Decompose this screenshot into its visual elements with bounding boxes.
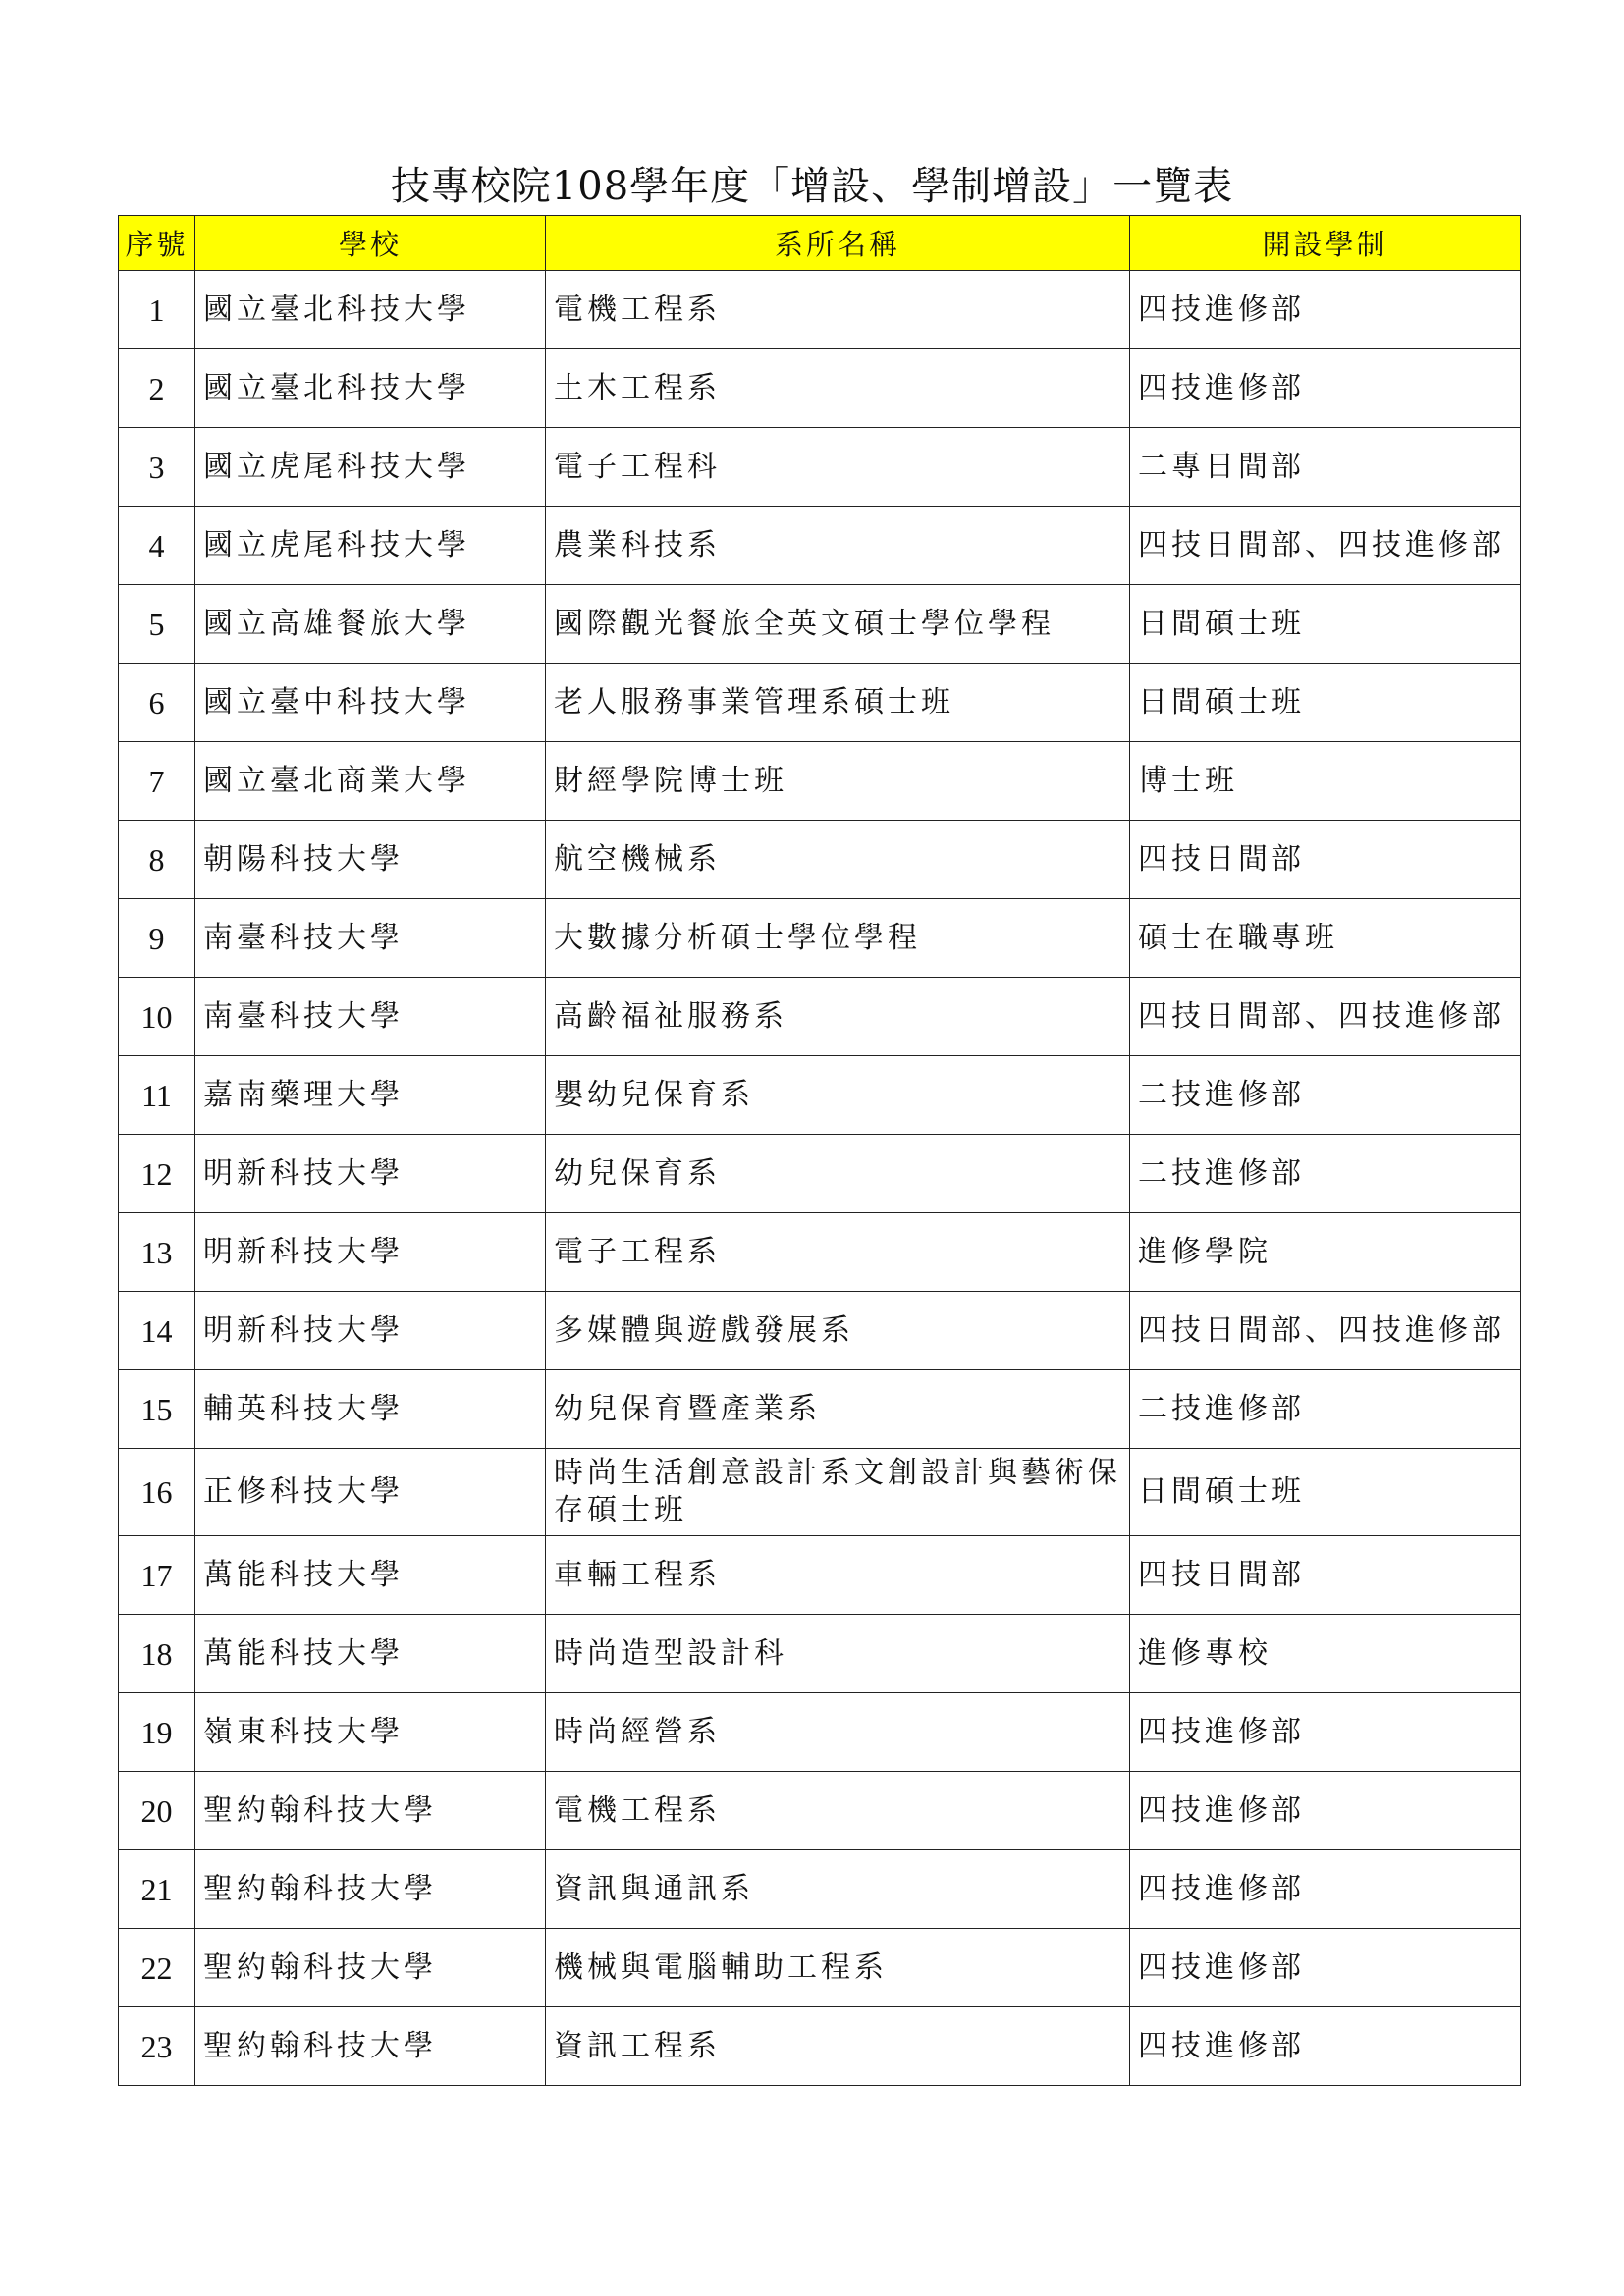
cell-program-type: 進修專校 [1130,1615,1521,1693]
table-row [119,899,1521,978]
cell-department: 資訊工程系 [546,2007,1130,2086]
cell-serial: 6 [119,664,195,742]
cell-department: 電機工程系 [546,1772,1130,1850]
cell-school: 南臺科技大學 [195,899,546,978]
cell-program-type: 四技進修部 [1130,1772,1521,1850]
header-row [119,216,1521,271]
cell-program-type: 四技進修部 [1130,1850,1521,1929]
cell-serial: 9 [119,899,195,978]
table-row [119,1292,1521,1370]
cell-department: 機械與電腦輔助工程系 [546,1929,1130,2007]
cell-serial: 3 [119,428,195,507]
header-serial: 序號 [119,216,195,271]
page-title: 技專校院108學年度「增設、學制增設」一覽表 [390,164,1234,209]
cell-serial: 12 [119,1135,195,1213]
cell-school: 聖約翰科技大學 [195,1929,546,2007]
cell-serial: 4 [119,507,195,585]
cell-serial: 8 [119,821,195,899]
cell-school: 萬能科技大學 [195,1615,546,1693]
table-body [119,271,1521,2086]
cell-program-type: 四技日間部、四技進修部 [1130,978,1521,1056]
cell-department: 高齡福祉服務系 [546,978,1130,1056]
cell-department: 電子工程系 [546,1213,1130,1292]
cell-department: 嬰幼兒保育系 [546,1056,1130,1135]
cell-department: 農業科技系 [546,507,1130,585]
table-row [119,1056,1521,1135]
cell-program-type: 四技日間部、四技進修部 [1130,507,1521,585]
cell-program-type: 四技日間部 [1130,821,1521,899]
cell-program-type: 日間碩士班 [1130,1449,1521,1536]
cell-school: 聖約翰科技大學 [195,1772,546,1850]
cell-school: 聖約翰科技大學 [195,1850,546,1929]
table-row [119,1135,1521,1213]
cell-program-type: 博士班 [1130,742,1521,821]
cell-program-type: 日間碩士班 [1130,585,1521,664]
cell-program-type: 四技日間部 [1130,1536,1521,1615]
cell-school: 國立臺中科技大學 [195,664,546,742]
cell-department: 車輛工程系 [546,1536,1130,1615]
cell-department: 多媒體與遊戲發展系 [546,1292,1130,1370]
table-row [119,664,1521,742]
table-row [119,2007,1521,2086]
cell-department: 航空機械系 [546,821,1130,899]
cell-department: 時尚造型設計科 [546,1615,1130,1693]
cell-program-type: 二技進修部 [1130,1135,1521,1213]
cell-program-type: 四技進修部 [1130,1693,1521,1772]
cell-program-type: 二專日間部 [1130,428,1521,507]
cell-department: 資訊與通訊系 [546,1850,1130,1929]
cell-school: 明新科技大學 [195,1213,546,1292]
cell-program-type: 碩士在職專班 [1130,899,1521,978]
table-row [119,428,1521,507]
table-row [119,1449,1521,1536]
cell-school: 明新科技大學 [195,1292,546,1370]
cell-school: 國立虎尾科技大學 [195,428,546,507]
cell-school: 嶺東科技大學 [195,1693,546,1772]
cell-serial: 15 [119,1370,195,1449]
table-row [119,1370,1521,1449]
cell-school: 朝陽科技大學 [195,821,546,899]
cell-serial: 14 [119,1292,195,1370]
cell-serial: 19 [119,1693,195,1772]
cell-department: 老人服務事業管理系碩士班 [546,664,1130,742]
table-row [119,742,1521,821]
cell-program-type: 進修學院 [1130,1213,1521,1292]
header-department: 系所名稱 [546,216,1130,271]
cell-department: 財經學院博士班 [546,742,1130,821]
cell-program-type: 四技進修部 [1130,2007,1521,2086]
table-row [119,1615,1521,1693]
header-school: 學校 [195,216,546,271]
table-row [119,1929,1521,2007]
table-row [119,349,1521,428]
cell-serial: 1 [119,271,195,349]
cell-program-type: 四技進修部 [1130,271,1521,349]
cell-serial: 7 [119,742,195,821]
cell-department: 土木工程系 [546,349,1130,428]
cell-serial: 21 [119,1850,195,1929]
cell-serial: 10 [119,978,195,1056]
cell-serial: 2 [119,349,195,428]
cell-serial: 5 [119,585,195,664]
cell-school: 正修科技大學 [195,1449,546,1536]
cell-department: 電機工程系 [546,271,1130,349]
table-row [119,1213,1521,1292]
cell-school: 國立虎尾科技大學 [195,507,546,585]
table-row [119,1772,1521,1850]
table-row [119,821,1521,899]
header-program-type: 開設學制 [1130,216,1521,271]
cell-school: 萬能科技大學 [195,1536,546,1615]
cell-serial: 23 [119,2007,195,2086]
cell-school: 輔英科技大學 [195,1370,546,1449]
cell-school: 明新科技大學 [195,1135,546,1213]
program-table [118,215,1521,2086]
cell-department: 幼兒保育系 [546,1135,1130,1213]
cell-serial: 18 [119,1615,195,1693]
cell-school: 嘉南藥理大學 [195,1056,546,1135]
table-row [119,585,1521,664]
cell-department: 幼兒保育暨產業系 [546,1370,1130,1449]
cell-program-type: 日間碩士班 [1130,664,1521,742]
cell-department: 大數據分析碩士學位學程 [546,899,1130,978]
cell-department: 國際觀光餐旅全英文碩士學位學程 [546,585,1130,664]
cell-serial: 11 [119,1056,195,1135]
table-row [119,1693,1521,1772]
cell-school: 國立臺北科技大學 [195,349,546,428]
cell-school: 南臺科技大學 [195,978,546,1056]
cell-serial: 13 [119,1213,195,1292]
cell-serial: 22 [119,1929,195,2007]
cell-program-type: 四技日間部、四技進修部 [1130,1292,1521,1370]
cell-school: 聖約翰科技大學 [195,2007,546,2086]
table-row [119,507,1521,585]
cell-serial: 20 [119,1772,195,1850]
cell-department: 時尚經營系 [546,1693,1130,1772]
cell-school: 國立臺北商業大學 [195,742,546,821]
cell-program-type: 二技進修部 [1130,1056,1521,1135]
cell-school: 國立臺北科技大學 [195,271,546,349]
cell-serial: 16 [119,1449,195,1536]
table-row [119,978,1521,1056]
cell-program-type: 二技進修部 [1130,1370,1521,1449]
cell-department: 電子工程科 [546,428,1130,507]
table-row [119,1536,1521,1615]
table-row [119,271,1521,349]
cell-program-type: 四技進修部 [1130,1929,1521,2007]
table-row [119,1850,1521,1929]
cell-department: 時尚生活創意設計系文創設計與藝術保存碩士班 [546,1449,1130,1536]
cell-school: 國立高雄餐旅大學 [195,585,546,664]
cell-serial: 17 [119,1536,195,1615]
cell-program-type: 四技進修部 [1130,349,1521,428]
